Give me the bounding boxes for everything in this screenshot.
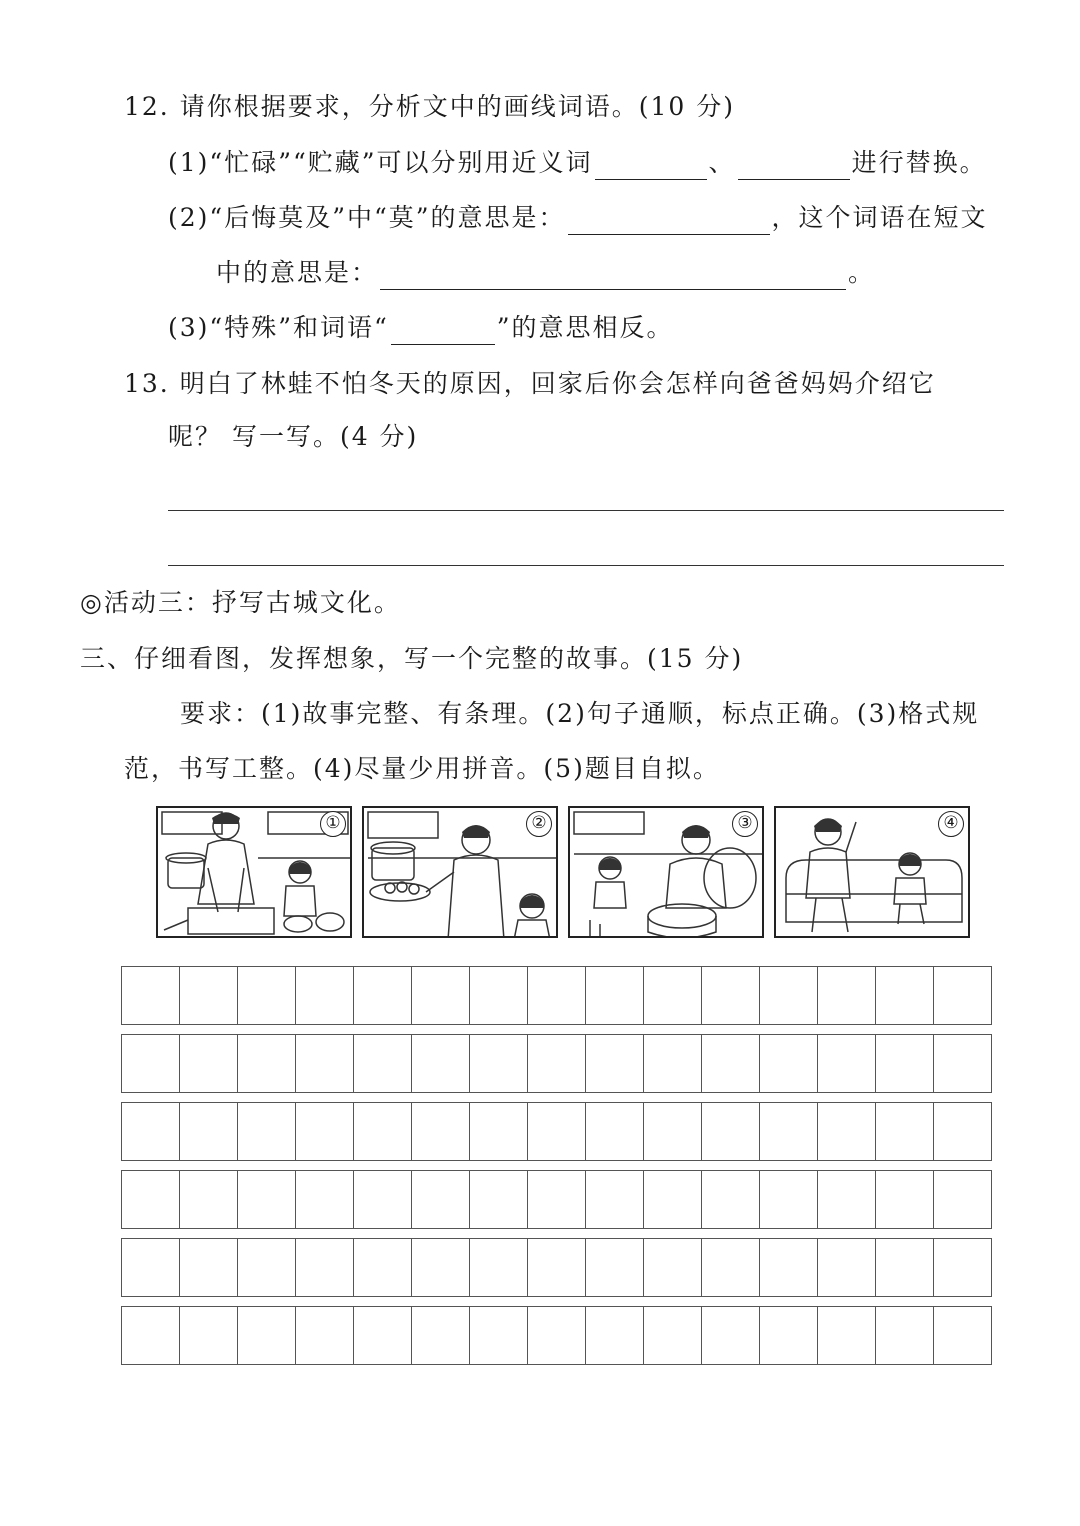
grid-cell-divider — [759, 966, 760, 1024]
grid-cell-divider — [295, 1034, 296, 1092]
grid-cell-divider — [527, 1170, 528, 1228]
grid-cell-divider — [759, 1238, 760, 1296]
grid-cell-divider — [817, 1102, 818, 1160]
q12-part3-end: ”的意思相反。 — [496, 313, 674, 342]
q12-part2-line2 — [216, 256, 875, 290]
grid-cell-divider — [295, 1238, 296, 1296]
grid-cell-divider — [295, 1102, 296, 1160]
grid-cell-divider — [933, 1102, 934, 1160]
requirements-line2: 范，书写工整。(4)尽量少用拼音。(5)题目自拟。 — [124, 754, 720, 783]
grid-cell-divider — [469, 1034, 470, 1092]
grid-cell-divider — [875, 1102, 876, 1160]
grid-cell-divider — [353, 1034, 354, 1092]
grid-cell-divider — [759, 1306, 760, 1364]
grid-cell-divider — [179, 1170, 180, 1228]
grid-cell-divider — [179, 1034, 180, 1092]
grid-row-top-line — [121, 1238, 992, 1239]
grid-cell-divider — [237, 1306, 238, 1364]
q12-part2-cont: ，这个词语在短文 — [771, 203, 988, 232]
grid-cell-divider — [353, 1238, 354, 1296]
q12-part2 — [168, 201, 988, 235]
grid-cell-divider — [585, 1306, 586, 1364]
grid-cell-divider — [469, 1238, 470, 1296]
grid-cell-divider — [179, 966, 180, 1024]
grid-cell-divider — [237, 966, 238, 1024]
grid-cell-divider — [991, 1238, 992, 1296]
grid-cell-divider — [991, 1306, 992, 1364]
grid-cell-divider — [701, 1102, 702, 1160]
grid-cell-divider — [121, 1306, 122, 1364]
panel-1 — [156, 806, 352, 938]
q12-part1-sep: 、 — [708, 148, 736, 177]
grid-cell-divider — [469, 966, 470, 1024]
panel-1-number: ① — [320, 811, 346, 837]
antonym-blank[interactable] — [391, 318, 495, 345]
grid-cell-divider — [237, 1034, 238, 1092]
context-meaning-blank[interactable] — [380, 263, 846, 290]
grid-cell-divider — [875, 1238, 876, 1296]
grid-cell-divider — [237, 1170, 238, 1228]
grid-cell-divider — [353, 966, 354, 1024]
grid-cell-divider — [585, 1238, 586, 1296]
grid-cell-divider — [817, 1238, 818, 1296]
grid-cell-divider — [991, 1102, 992, 1160]
grid-cell-divider — [411, 1238, 412, 1296]
grid-cell-divider — [585, 1170, 586, 1228]
q12-title: 12. 请你根据要求，分析文中的画线词语。(10 分) — [124, 92, 735, 121]
answer-line-1[interactable] — [168, 510, 1004, 511]
grid-row-top-line — [121, 1306, 992, 1307]
grid-cell-divider — [411, 1306, 412, 1364]
grid-row-bottom-line — [121, 1160, 992, 1161]
grid-cell-divider — [817, 1034, 818, 1092]
grid-cell-divider — [643, 1306, 644, 1364]
q12-part2-text2: 中的意思是： — [216, 258, 379, 287]
grid-cell-divider — [121, 1170, 122, 1228]
grid-cell-divider — [933, 966, 934, 1024]
answer-line-2[interactable] — [168, 565, 1004, 566]
grid-cell-divider — [179, 1102, 180, 1160]
grid-cell-divider — [585, 966, 586, 1024]
grid-cell-divider — [585, 1034, 586, 1092]
grid-cell-divider — [991, 1170, 992, 1228]
grid-cell-divider — [527, 1306, 528, 1364]
grid-cell-divider — [469, 1306, 470, 1364]
q13-line1: 13. 明白了林蛙不怕冬天的原因，回家后你会怎样向爸爸妈妈介绍它 — [124, 369, 936, 398]
grid-cell-divider — [585, 1102, 586, 1160]
section3-title: 三、仔细看图，发挥想象，写一个完整的故事。(15 分) — [80, 644, 744, 673]
grid-cell-divider — [875, 1306, 876, 1364]
grid-cell-divider — [353, 1306, 354, 1364]
grid-row-top-line — [121, 966, 992, 967]
grid-cell-divider — [643, 1238, 644, 1296]
grid-row-bottom-line — [121, 1092, 992, 1093]
grid-cell-divider — [179, 1306, 180, 1364]
activity-heading: ◎活动三：抒写古城文化。 — [80, 588, 401, 617]
synonym-blank-1[interactable] — [595, 153, 707, 180]
grid-cell-divider — [643, 1102, 644, 1160]
grid-cell-divider — [643, 1034, 644, 1092]
grid-cell-divider — [701, 1034, 702, 1092]
grid-cell-divider — [353, 1102, 354, 1160]
grid-cell-divider — [875, 1170, 876, 1228]
grid-cell-divider — [817, 1170, 818, 1228]
q12-part3 — [168, 311, 674, 345]
grid-cell-divider — [759, 1102, 760, 1160]
panel-4 — [774, 806, 970, 938]
grid-cell-divider — [991, 1034, 992, 1092]
grid-cell-divider — [411, 1170, 412, 1228]
grid-cell-divider — [701, 1170, 702, 1228]
grid-cell-divider — [933, 1306, 934, 1364]
grid-row-bottom-line — [121, 1364, 992, 1365]
grid-cell-divider — [295, 966, 296, 1024]
grid-row-top-line — [121, 1102, 992, 1103]
q12-part2-text: (2)“后悔莫及”中“莫”的意思是： — [168, 203, 566, 232]
grid-cell-divider — [411, 966, 412, 1024]
grid-cell-divider — [121, 966, 122, 1024]
grid-cell-divider — [411, 1102, 412, 1160]
grid-cell-divider — [991, 966, 992, 1024]
grid-cell-divider — [469, 1170, 470, 1228]
grid-cell-divider — [411, 1034, 412, 1092]
grid-cell-divider — [527, 966, 528, 1024]
requirements-line1: 要求：(1)故事完整、有条理。(2)句子通顺，标点正确。(3)格式规 — [180, 699, 980, 728]
grid-cell-divider — [701, 966, 702, 1024]
panel-2 — [362, 806, 558, 938]
grid-cell-divider — [643, 1170, 644, 1228]
grid-cell-divider — [643, 966, 644, 1024]
grid-cell-divider — [933, 1034, 934, 1092]
grid-cell-divider — [759, 1034, 760, 1092]
grid-cell-divider — [701, 1238, 702, 1296]
panel-4-number: ④ — [938, 811, 964, 837]
panel-3-number: ③ — [732, 811, 758, 837]
q12-part3-text: (3)“特殊”和词语“ — [168, 313, 389, 342]
grid-cell-divider — [295, 1170, 296, 1228]
grid-row-top-line — [121, 1034, 992, 1035]
grid-cell-divider — [469, 1102, 470, 1160]
grid-cell-divider — [527, 1102, 528, 1160]
grid-cell-divider — [121, 1034, 122, 1092]
grid-cell-divider — [121, 1238, 122, 1296]
grid-cell-divider — [933, 1238, 934, 1296]
q12-part2-end: 。 — [848, 258, 876, 287]
grid-cell-divider — [179, 1238, 180, 1296]
grid-cell-divider — [527, 1034, 528, 1092]
grid-cell-divider — [353, 1170, 354, 1228]
grid-row-bottom-line — [121, 1228, 992, 1229]
grid-cell-divider — [875, 966, 876, 1024]
grid-cell-divider — [237, 1238, 238, 1296]
grid-cell-divider — [121, 1102, 122, 1160]
grid-cell-divider — [701, 1306, 702, 1364]
grid-cell-divider — [875, 1034, 876, 1092]
mo-meaning-blank[interactable] — [568, 208, 770, 235]
grid-cell-divider — [527, 1238, 528, 1296]
panel-3 — [568, 806, 764, 938]
grid-row-bottom-line — [121, 1296, 992, 1297]
grid-row-top-line — [121, 1170, 992, 1171]
grid-cell-divider — [759, 1170, 760, 1228]
grid-cell-divider — [817, 1306, 818, 1364]
panel-2-number: ② — [526, 811, 552, 837]
grid-row-bottom-line — [121, 1024, 992, 1025]
grid-cell-divider — [933, 1170, 934, 1228]
grid-cell-divider — [295, 1306, 296, 1364]
q12-part1-text: (1)“忙碌”“贮藏”可以分别用近义词 — [168, 148, 593, 177]
grid-cell-divider — [817, 966, 818, 1024]
grid-cell-divider — [237, 1102, 238, 1160]
q12-part1 — [168, 146, 987, 180]
q12-part1-end: 进行替换。 — [851, 148, 987, 177]
q13-line2: 呢？ 写一写。(4 分) — [168, 422, 419, 451]
composition-grid[interactable] — [121, 966, 991, 1364]
synonym-blank-2[interactable] — [738, 153, 850, 180]
